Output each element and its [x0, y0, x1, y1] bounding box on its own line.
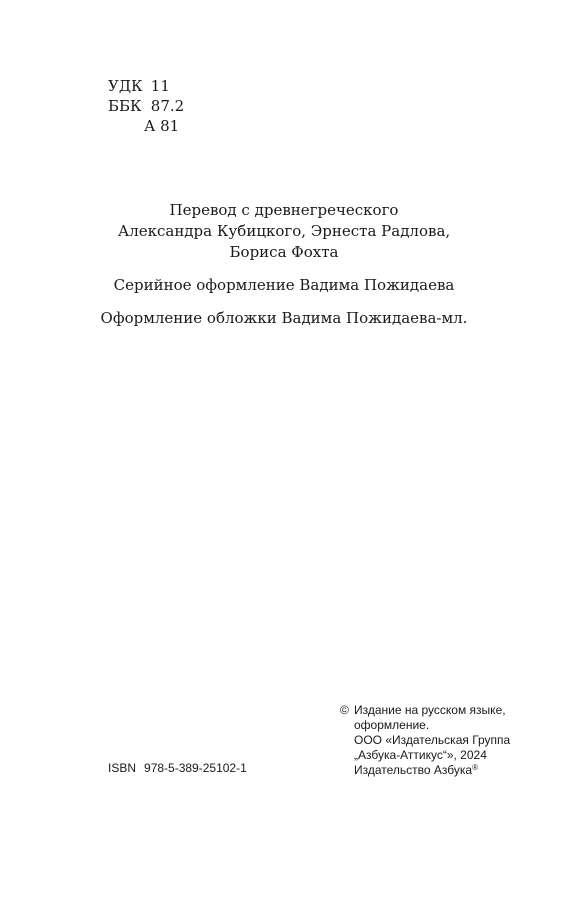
translation-line-1: Перевод с древнегреческого [169, 201, 399, 219]
translation-line-3: Бориса Фохта [229, 243, 339, 261]
copyright-line-5 [354, 763, 540, 778]
classification-block [108, 76, 184, 136]
copyright-block [340, 703, 540, 778]
udk-label: УДК [108, 77, 143, 95]
translation-line-2: Александра Кубицкого, Эрнеста Радлова, [117, 222, 451, 240]
credits-block [0, 200, 568, 329]
copyright-line-4: „Азбука-Аттикус“», 2024 [354, 748, 487, 762]
isbn-line [108, 760, 247, 776]
copyright-line-3: ООО «Издательская Группа [354, 733, 511, 747]
copyright-symbol: © [340, 703, 349, 717]
publisher-name: Издательство Азбука [354, 763, 473, 777]
isbn-label: ISBN [108, 761, 137, 775]
udk-row [108, 76, 184, 96]
copyright-line-1: Издание на русском языке, [354, 703, 506, 717]
bbk-value: 87.2 [150, 97, 185, 115]
bbk-label: ББК [108, 97, 142, 115]
author-mark: А 81 [144, 117, 180, 135]
bbk-row [108, 96, 184, 116]
cover-design-credit: Оформление обложки Вадима Пожидаева-мл. [100, 309, 468, 327]
series-design-credit: Серийное оформление Вадима Пожидаева [113, 276, 455, 294]
isbn-value: 978-5-389-25102-1 [144, 761, 247, 775]
copyright-line-2: оформление. [354, 718, 430, 732]
udk-value: 11 [150, 77, 170, 95]
registered-mark: ® [472, 763, 478, 772]
